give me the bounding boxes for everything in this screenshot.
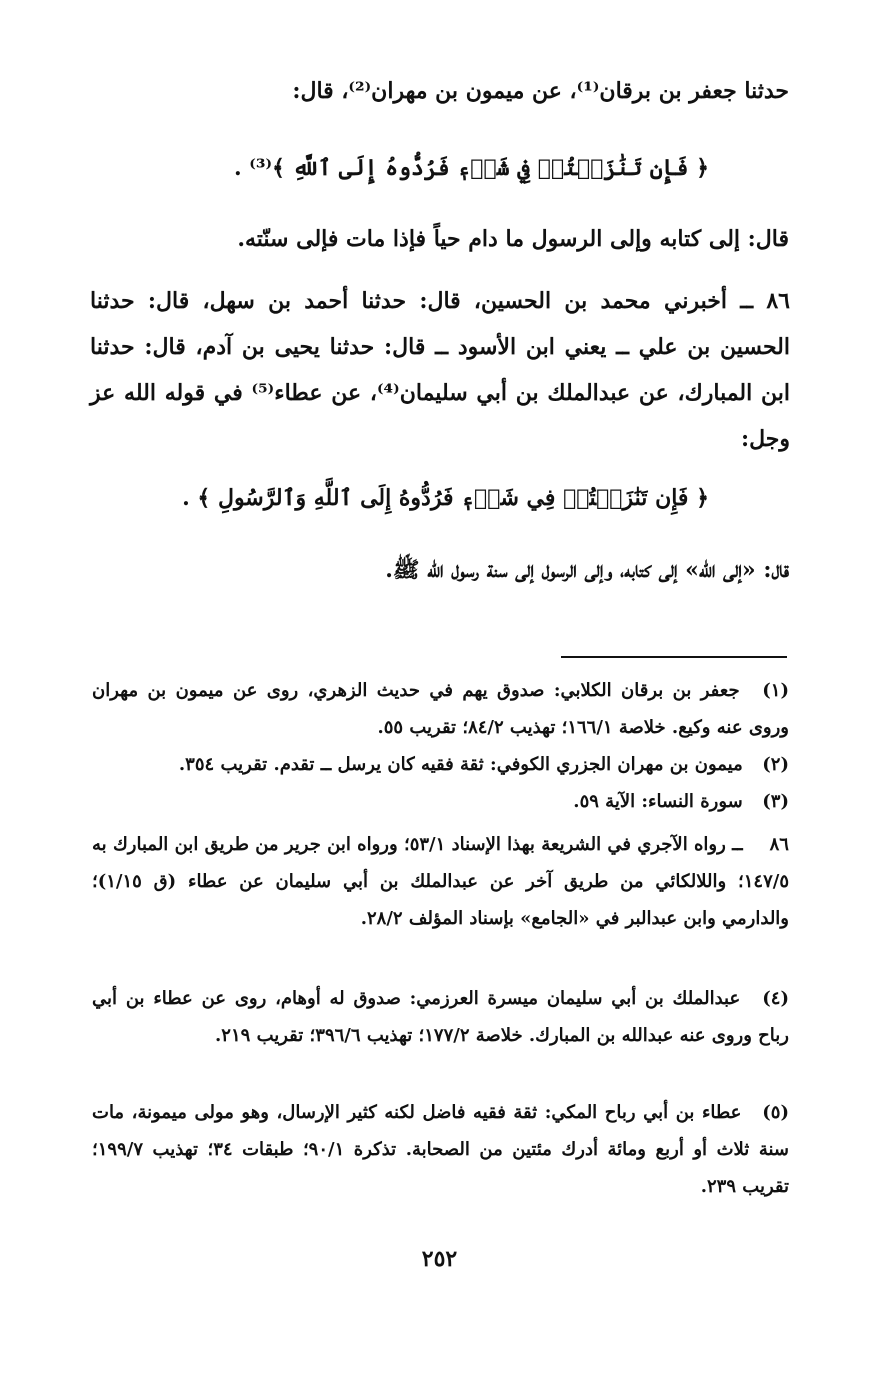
footnote-1: [92, 672, 789, 746]
footnote-separator: [561, 656, 787, 658]
footnote-text: عبدالملك بن أبي سليمان ميسرة العرزمي: صدوق له أوهام، روى عن عطاء بن أبي رباح وروى عنه عبدالله بن المبارك. خلاصة ١٧٧/٢؛ تهذيب ٣٩٦/٦؛ تقريب ٢١٩.: [92, 988, 789, 1046]
page-number: ٢٥٢: [421, 1246, 458, 1272]
footnote-number: (٥): [762, 1102, 789, 1123]
footnote-86: [92, 826, 789, 937]
isnad-line-1: حدثنا جعفر بن برقان⁽¹⁾، عن ميمون بن مهران⁽²⁾، قال:: [292, 78, 789, 104]
footnote-4: [92, 980, 789, 1054]
footnote-text: ميمون بن مهران الجزري الكوفي: ثقة فقيه كان يرسل ــ تقدم. تقريب ٣٥٤.: [178, 754, 743, 775]
hadith-86-paragraph: ٨٦ ــ أخبرني محمد بن الحسين، قال: حدثنا أحمد بن سهل، قال: حدثنا الحسين بن علي ــ يعني ابن الأسود ــ قال: حدثنا يحيى بن آدم، قال: حدثنا ابن المبارك، عن عبدالملك بن أبي سليمان⁽⁴⁾، عن عطاء⁽⁵⁾ في قوله الله عز وجل:: [90, 288, 790, 452]
quran-verse-1: ﴿ فَإِن تَنَٰزَعۡتُمۡ فِي شَيۡءٖ فَرُدُّوهُ إِلَى ٱللَّهِ ﴾⁽³⁾ .: [233, 155, 709, 181]
quran-verse-2: ﴿ فَإِن تَنَٰزَعۡتُمۡ فِي شَيۡءٖ فَرُدُّوهُ إِلَى ٱللَّهِ وَٱلرَّسُولِ ﴾ .: [182, 485, 709, 511]
footnote-text: ــ رواه الآجري في الشريعة بهذا الإسناد ٥٣/١؛ ورواه ابن جرير من طريق ابن المبارك به ١٤٧/٥؛ واللالكائي من طريق آخر عن عبدالملك بن أبي سليمان عن عطاء (ق ١/١٥)؛ والدارمي وابن عبدالبر في «الجامع» بإسناد المؤلف ٢٨/٢.: [92, 834, 789, 929]
footnote-text: سورة النساء: الآية ٥٩.: [573, 791, 743, 812]
footnote-2: [92, 746, 789, 783]
footnote-number: (٤): [762, 988, 789, 1009]
footnote-5: [92, 1094, 789, 1205]
commentary-line-1: قال: إلى كتابه وإلى الرسول ما دام حياً فإذا مات فإلى سنّته.: [237, 226, 789, 252]
commentary-line-2: قال: «إلى الله» إلى كتابه، وإلى الرسول إلى سنة رسول الله ﷺ.: [385, 557, 789, 583]
footnote-number: ٨٦: [769, 834, 789, 855]
footnote-text: جعفر بن برقان الكلابي: صدوق يهم في حديث الزهري، روى عن ميمون بن مهران وروى عنه وكيع. خلاصة ١٦٦/١؛ تهذيب ٨٤/٢؛ تقريب ٥٥.: [92, 680, 789, 738]
footnote-number: (١): [762, 680, 789, 701]
footnote-number: (٢): [762, 754, 789, 775]
footnote-3: [92, 783, 789, 820]
footnote-number: (٣): [762, 791, 789, 812]
footnote-text: عطاء بن أبي رباح المكي: ثقة فقيه فاضل لكنه كثير الإرسال، وهو مولى ميمونة، مات سنة ثلاث أو أربع ومائة أدرك مئتين من الصحابة. تذكرة ٩٠/١؛ طبقات ٣٤؛ تهذيب ١٩٩/٧؛ تقريب ٢٣٩.: [92, 1102, 789, 1197]
